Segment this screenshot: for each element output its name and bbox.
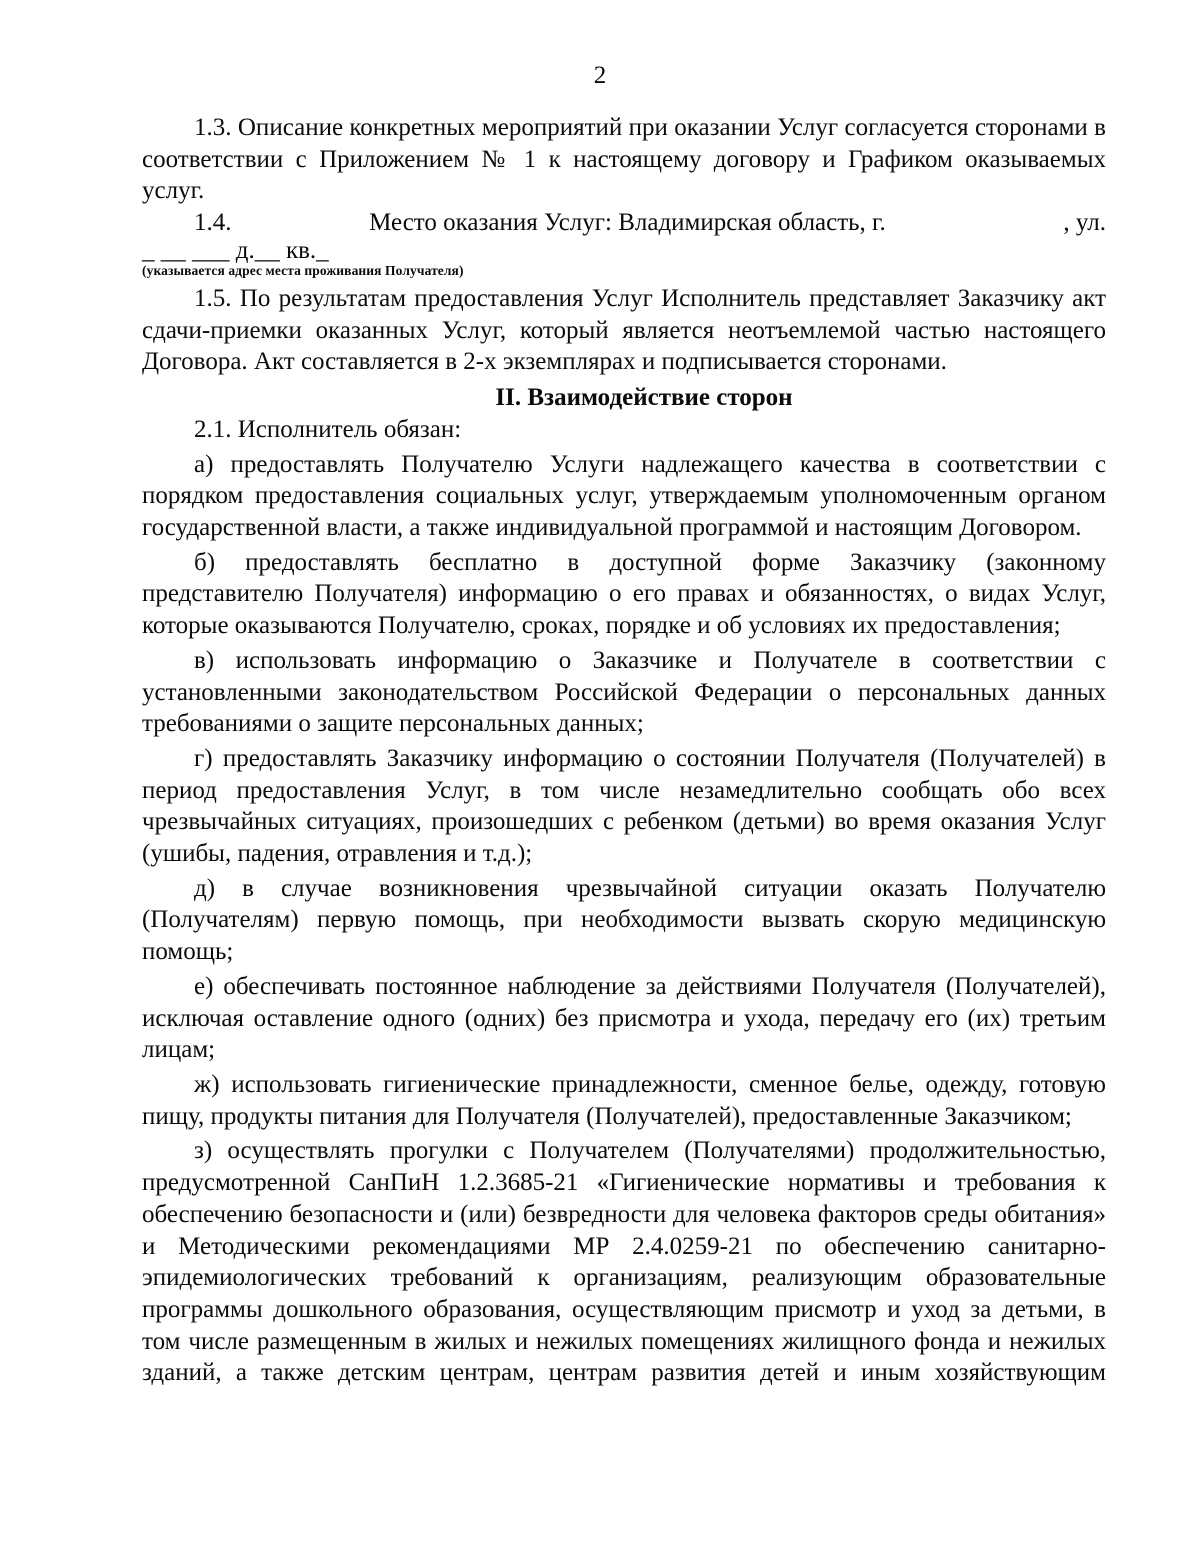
- clause-2-1-z: з) осуществлять прогулки с Получателем (Получателями) продолжительностью, предусмотренной СанПиН 1.2.3685-21 «Гигиенические нормативы и требования к обеспечению безопасности и (или) безвредности для человека факторов среды обитания» и Методическими рекомендациями МР 2.4.0259-21 по обеспечению санитарно-эпидемиологических требований к организациям, реализующим образовательные программы дошкольного образования, осуществляющим присмотр и уход за детьми, в том числе размещенным в жилых и нежилых помещениях жилищного фонда и нежилых зданий, а также детским центрам, центрам развития детей и иным хозяйствующим: [142, 1137, 1106, 1387]
- clause-2-1-a: а) предоставлять Получателю Услуги надлежащего качества в соответствии с порядком предоставления социальных услуг, утверждаемым уполномоченным органом государственной власти, а также индивидуальной программой и настоящим Договором.: [142, 450, 1106, 542]
- clause-2-1-v: в) использовать информацию о Заказчике и Получателе в соответствии с установленными законодательством Российской Федерации о персональных данных требованиями о защите персональных данных;: [142, 646, 1106, 738]
- clause-1-3: 1.3. Описание конкретных мероприятий при оказании Услуг согласуется сторонами в соответствии с Приложением № 1 к настоящему договору и Графиком оказываемых услуг.: [142, 114, 1106, 205]
- clause-2-1: 2.1. Исполнитель обязан:: [194, 415, 462, 443]
- clause-1-4-text: Место оказания Услуг: Владимирская область, г.: [369, 209, 886, 237]
- clause-2-1-e: е) обеспечивать постоянное наблюдение за действиями Получателя (Получателей), исключая оставление одного (одних) без присмотра и ухода, передачу его (их) третьим лицам;: [142, 972, 1106, 1064]
- section-2-title: II. Взаимодействие сторон: [495, 383, 793, 411]
- clause-2-1-zh: ж) использовать гигиенические принадлежности, сменное белье, одежду, готовую пищу, продукты питания для Получателя (Получателей), предоставленные Заказчиком;: [142, 1070, 1106, 1130]
- clause-2-1-g: г) предоставлять Заказчику информацию о состоянии Получателя (Получателей) в период предоставления Услуг, в том числе незамедлительно сообщать обо всех чрезвычайных ситуациях, произошедших с ребенком (детьми) во время оказания Услуг (ушибы, падения, отравления и т.д.);: [142, 744, 1106, 868]
- clause-2-1-b: б) предоставлять бесплатно в доступной форме Заказчику (законному представителю Получателя) информацию о его правах и обязанностях, о видах Услуг, которые оказываются Получателю, сроках, порядке и об условиях их предоставления;: [142, 548, 1106, 640]
- clause-1-5: 1.5. По результатам предоставления Услуг Исполнитель представляет Заказчику акт сдачи-приемки оказанных Услуг, который является неотъемлемой частью настоящего Договора. Акт составляется в 2-х экземплярах и подписывается сторонами.: [142, 284, 1106, 376]
- clause-2-1-d: д) в случае возникновения чрезвычайной ситуации оказать Получателю (Получателям) первую помощь, при необходимости вызвать скорую медицинскую помощь;: [142, 874, 1106, 966]
- address-hint: (указывается адрес места проживания Получателя): [142, 262, 464, 278]
- clause-1-4-street: , ул.: [1063, 209, 1106, 237]
- clause-1-4-address-blanks: _ __ ___ д.__ кв._: [142, 236, 329, 264]
- clause-1-4-label: 1.4.: [194, 209, 232, 237]
- page-number: 2: [593, 62, 607, 89]
- document-body: [142, 112, 1106, 1389]
- clause-1-4: [142, 207, 1106, 239]
